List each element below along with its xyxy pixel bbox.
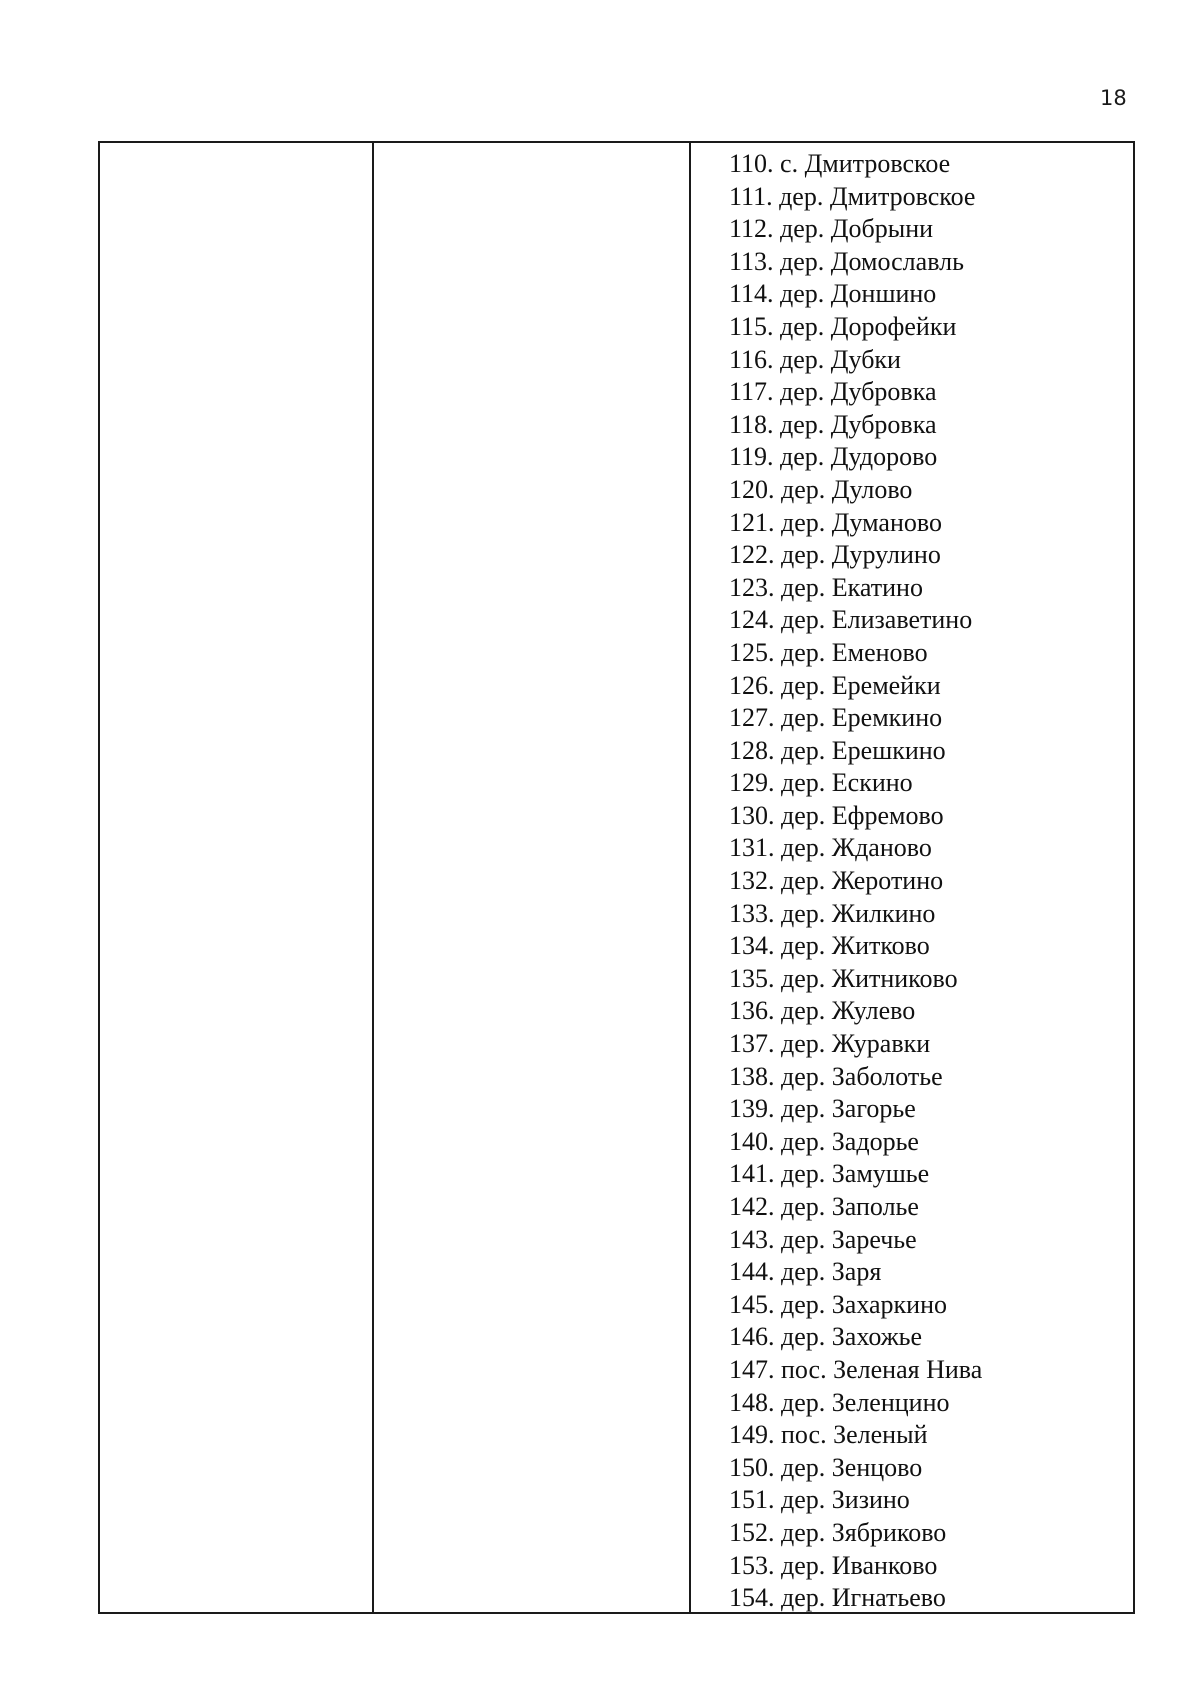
settlement-item: 145. дер. Захаркино — [729, 1289, 947, 1319]
settlement-item: 141. дер. Замушье — [729, 1159, 930, 1189]
settlement-item: 123. дер. Екатино — [729, 572, 923, 602]
settlement-item: 136. дер. Жулево — [729, 996, 916, 1026]
settlement-item: 131. дер. Жданово — [729, 833, 932, 863]
settlement-item: 153. дер. Иванково — [729, 1550, 938, 1580]
settlement-item: 146. дер. Захожье — [729, 1322, 923, 1352]
settlement-item: 111. дер. Дмитровское — [729, 181, 976, 211]
settlement-item: 133. дер. Жилкино — [729, 898, 936, 928]
settlement-item: 137. дер. Журавки — [729, 1029, 931, 1059]
settlement-item: 113. дер. Домославль — [729, 246, 964, 276]
settlement-item: 138. дер. Заболотье — [729, 1061, 943, 1091]
settlement-item: 128. дер. Ерешкино — [729, 735, 946, 765]
settlement-item: 122. дер. Дурулино — [729, 540, 941, 570]
settlement-item: 118. дер. Дубровка — [729, 409, 937, 439]
settlement-item: 147. пос. Зеленая Нива — [729, 1354, 983, 1384]
settlement-item: 149. пос. Зеленый — [729, 1420, 928, 1450]
settlement-list — [691, 148, 1133, 1615]
table-column-3-settlements — [691, 143, 1133, 1612]
settlement-item: 150. дер. Зенцово — [729, 1452, 923, 1482]
page-number: 18 — [1100, 86, 1127, 110]
settlement-item: 112. дер. Добрыни — [729, 214, 934, 244]
table-column-2-empty — [374, 143, 691, 1612]
settlement-item: 130. дер. Ефремово — [729, 800, 944, 830]
settlement-item: 127. дер. Еремкино — [729, 703, 943, 733]
settlement-item: 125. дер. Еменово — [729, 637, 928, 667]
settlements-table — [98, 141, 1135, 1614]
settlement-item: 139. дер. Загорье — [729, 1094, 916, 1124]
settlement-item: 114. дер. Доншино — [729, 279, 937, 309]
settlement-item: 134. дер. Житково — [729, 931, 930, 961]
settlement-item: 151. дер. Зизино — [729, 1485, 910, 1515]
settlement-item: 124. дер. Елизаветино — [729, 605, 973, 635]
settlement-item: 154. дер. Игнатьево — [729, 1583, 946, 1613]
settlement-item: 142. дер. Заполье — [729, 1192, 919, 1221]
settlement-item: 121. дер. Думаново — [729, 507, 942, 537]
settlement-item: 116. дер. Дубки — [729, 344, 901, 374]
settlement-item: 129. дер. Ескино — [729, 768, 913, 798]
settlement-item: 117. дер. Дубровка — [729, 377, 937, 407]
settlement-item: 132. дер. Жеротино — [729, 866, 944, 896]
settlement-item: 140. дер. Задорье — [729, 1126, 919, 1156]
settlement-item: 144. дер. Заря — [729, 1257, 882, 1287]
settlement-item: 152. дер. Зябриково — [729, 1517, 947, 1547]
settlement-item: 120. дер. Дулово — [729, 474, 913, 504]
settlement-item: 115. дер. Дорофейки — [729, 311, 957, 341]
settlement-item: 119. дер. Дудорово — [729, 442, 938, 472]
settlement-item: 135. дер. Житниково — [729, 963, 958, 993]
settlement-item: 148. дер. Зеленцино — [729, 1387, 950, 1417]
settlement-item: 110. с. Дмитровское — [729, 149, 951, 178]
settlement-item: 126. дер. Еремейки — [729, 670, 941, 700]
table-column-1-empty — [100, 143, 374, 1612]
settlement-item: 143. дер. Заречье — [729, 1224, 917, 1254]
